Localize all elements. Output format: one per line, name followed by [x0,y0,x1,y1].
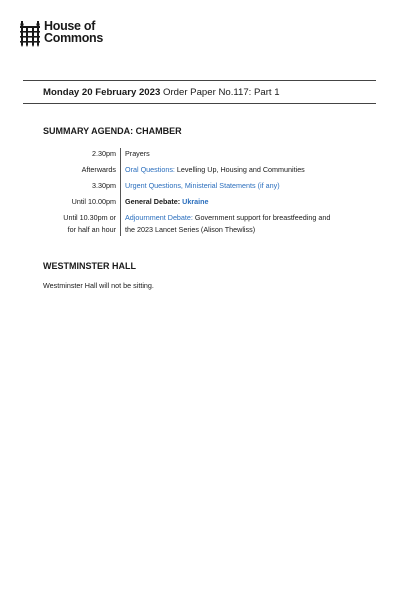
chamber-agenda [43,148,376,236]
agenda-time [43,212,120,236]
agenda-item [120,196,376,212]
agenda-row [43,196,376,212]
agenda-time-line-2: for half an hour [67,225,116,234]
agenda-item-text: Prayers [125,149,150,158]
agenda-item-text: Levelling Up, Housing and Communities [174,165,305,174]
agenda-item [120,212,376,236]
agenda-row [43,212,376,236]
general-debate-label: General Debate: [125,197,183,206]
agenda-time: Until 10.00pm [71,197,116,206]
agenda-row [43,164,376,180]
urgent-questions-link[interactable]: Urgent Questions, Ministerial Statements (if any) [125,181,280,190]
paper-date: Monday 20 February 2023 [43,87,161,98]
paper-title-rest: Order Paper No.117: Part 1 [162,87,280,98]
agenda-item-text: Government support for breastfeeding and [192,213,331,222]
agenda-item [120,180,376,196]
westminster-hall-note: Westminster Hall will not be sitting. [43,281,154,290]
order-paper-title [43,87,280,98]
ukraine-link[interactable]: Ukraine [182,197,209,206]
top-rule [23,80,376,81]
agenda-time-line-1: Until 10.30pm or [63,213,116,222]
agenda-item [120,148,376,164]
agenda-time: 2.30pm [92,149,116,158]
agenda-row [43,180,376,196]
logo-wordmark [44,20,103,44]
agenda-row [43,148,376,164]
westminster-hall-heading: WESTMINSTER HALL [43,261,136,271]
oral-questions-link[interactable]: Oral Questions: [125,165,175,174]
logo-line-2: Commons [44,31,104,45]
agenda-time: 3.30pm [92,181,116,190]
portcullis-icon [20,21,40,47]
chamber-heading: SUMMARY AGENDA: CHAMBER [43,126,182,136]
adjournment-debate-link[interactable]: Adjournment Debate: [125,213,193,222]
bottom-rule [23,103,376,104]
agenda-item [120,164,376,180]
house-of-commons-logo [20,20,103,47]
agenda-time: Afterwards [81,165,116,174]
logo-line-1: House of [44,19,96,33]
agenda-item-text-line-2: the 2023 Lancet Series (Alison Thewliss) [125,225,256,234]
